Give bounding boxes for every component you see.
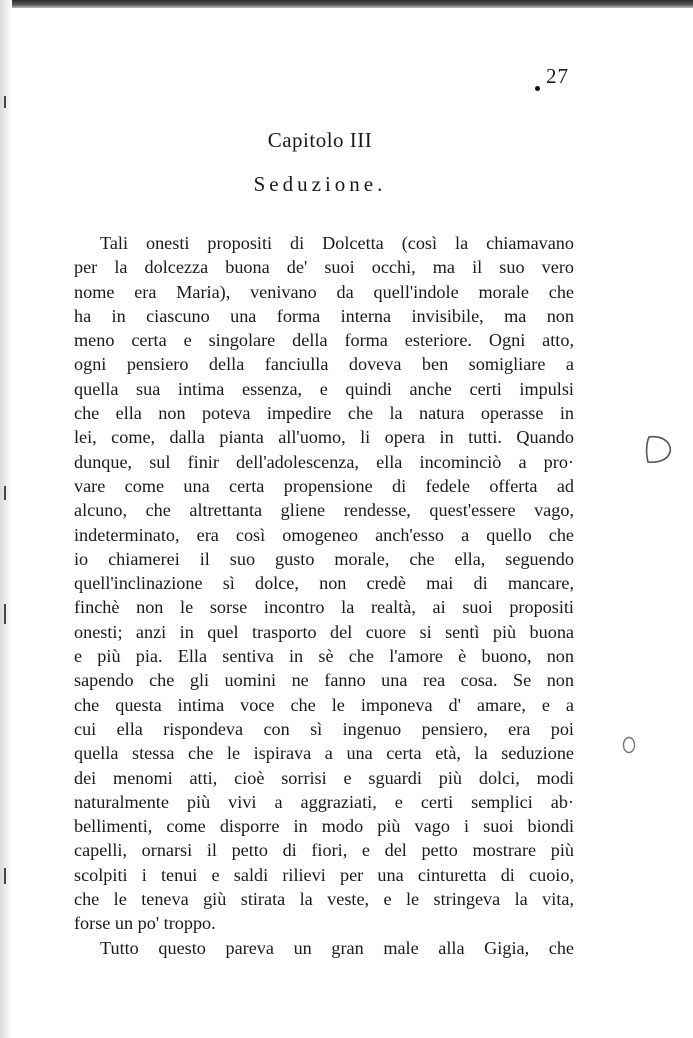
text-line: per la dolcezza buona de' suoi occhi, ma il suo vero bbox=[74, 257, 574, 278]
text-line: quella sua intima essenza, e quindi anche certi impulsi bbox=[74, 378, 574, 399]
page-number: 27 bbox=[546, 64, 569, 88]
text-line: e più pia. Ella sentiva in sè che l'amore è buono, non bbox=[74, 646, 574, 667]
text-line: sapendo che gli uomini ne fanno una rea cosa. Se non bbox=[74, 670, 574, 691]
text-line: scolpiti i tenui e saldi rilievi per una cinturetta di cuoio, bbox=[74, 864, 574, 885]
text-line: capelli, ornarsi il petto di fiori, e del petto mostrare più bbox=[74, 840, 574, 861]
chapter-label: Capitolo III bbox=[267, 128, 373, 152]
text-line: cui ella rispondeva con sì ingenuo pensiero, era poi bbox=[74, 718, 574, 739]
text-line: vare come una certa propensione di fedele offerta ad bbox=[74, 475, 574, 496]
text-line: alcuno, che altrettanta gliene rendesse, quest'essere vago, bbox=[74, 500, 574, 521]
text-line: che ella non poteva impedire che la natura operasse in bbox=[74, 403, 574, 424]
section-title: Seduzione. bbox=[253, 172, 387, 196]
text-line: che le teneva giù stirata la veste, e le stringeva la vita, bbox=[74, 889, 574, 910]
text-line: onesti; anzi in quel trasporto del cuore si sentì più buona bbox=[74, 621, 574, 642]
text-line: forse un po' troppo. bbox=[74, 913, 216, 934]
page-binding-edge bbox=[0, 0, 12, 1038]
text-line: finchè non le sorse incontro la realtà, ai suoi propositi bbox=[74, 597, 574, 618]
body-text bbox=[74, 231, 574, 960]
margin-annotation-d bbox=[640, 432, 676, 466]
text-line: io chiamerei il suo gusto morale, che ella, seguendo bbox=[74, 548, 574, 569]
text-line: Tali onesti propositi di Dolcetta (così la chiamavano bbox=[100, 233, 574, 253]
chapter-heading bbox=[0, 128, 640, 153]
margin-tick bbox=[4, 96, 6, 108]
text-line: meno certa e singolare della forma esteriore. Ogni atto, bbox=[74, 330, 574, 351]
text-line: dunque, sul finir dell'adolescenza, ella incominciò a pro· bbox=[74, 451, 574, 472]
text-line: nome era Maria), venivano da quell'indole morale che bbox=[74, 281, 574, 302]
text-line: quella stessa che le ispirava a una certa età, la seduzione bbox=[74, 743, 574, 764]
margin-tick bbox=[4, 486, 6, 500]
page-top-edge bbox=[0, 0, 693, 8]
text-line: quell'inclinazione sì dolce, non credè mai di mancare, bbox=[74, 573, 574, 594]
text-line: Tutto questo pareva un gran male alla Gigia, che bbox=[100, 937, 574, 958]
text-line: bellimenti, come disporre in modo più vago i suoi biondi bbox=[74, 816, 574, 837]
margin-tick bbox=[4, 868, 6, 884]
margin-tick bbox=[4, 604, 6, 624]
text-line: che questa intima voce che le imponeva d' amare, e a bbox=[74, 694, 574, 715]
text-line: naturalmente più vivi a aggraziati, e certi semplici ab· bbox=[74, 791, 574, 812]
text-line: indeterminato, era così omogeneo anch'esso a quello che bbox=[74, 524, 574, 545]
text-line: dei menomi atti, cioè sorrisi e sguardi più dolci, modi bbox=[74, 767, 574, 788]
text-line: lei, come, dalla pianta all'uomo, li opera in tutti. Quando bbox=[74, 427, 574, 448]
text-line: ha in ciascuno una forma interna invisibile, ma non bbox=[74, 305, 574, 326]
margin-annotation-o bbox=[621, 735, 637, 755]
text-line: ogni pensiero della fanciulla doveva ben somigliare a bbox=[74, 354, 574, 375]
ink-dot bbox=[535, 86, 540, 91]
